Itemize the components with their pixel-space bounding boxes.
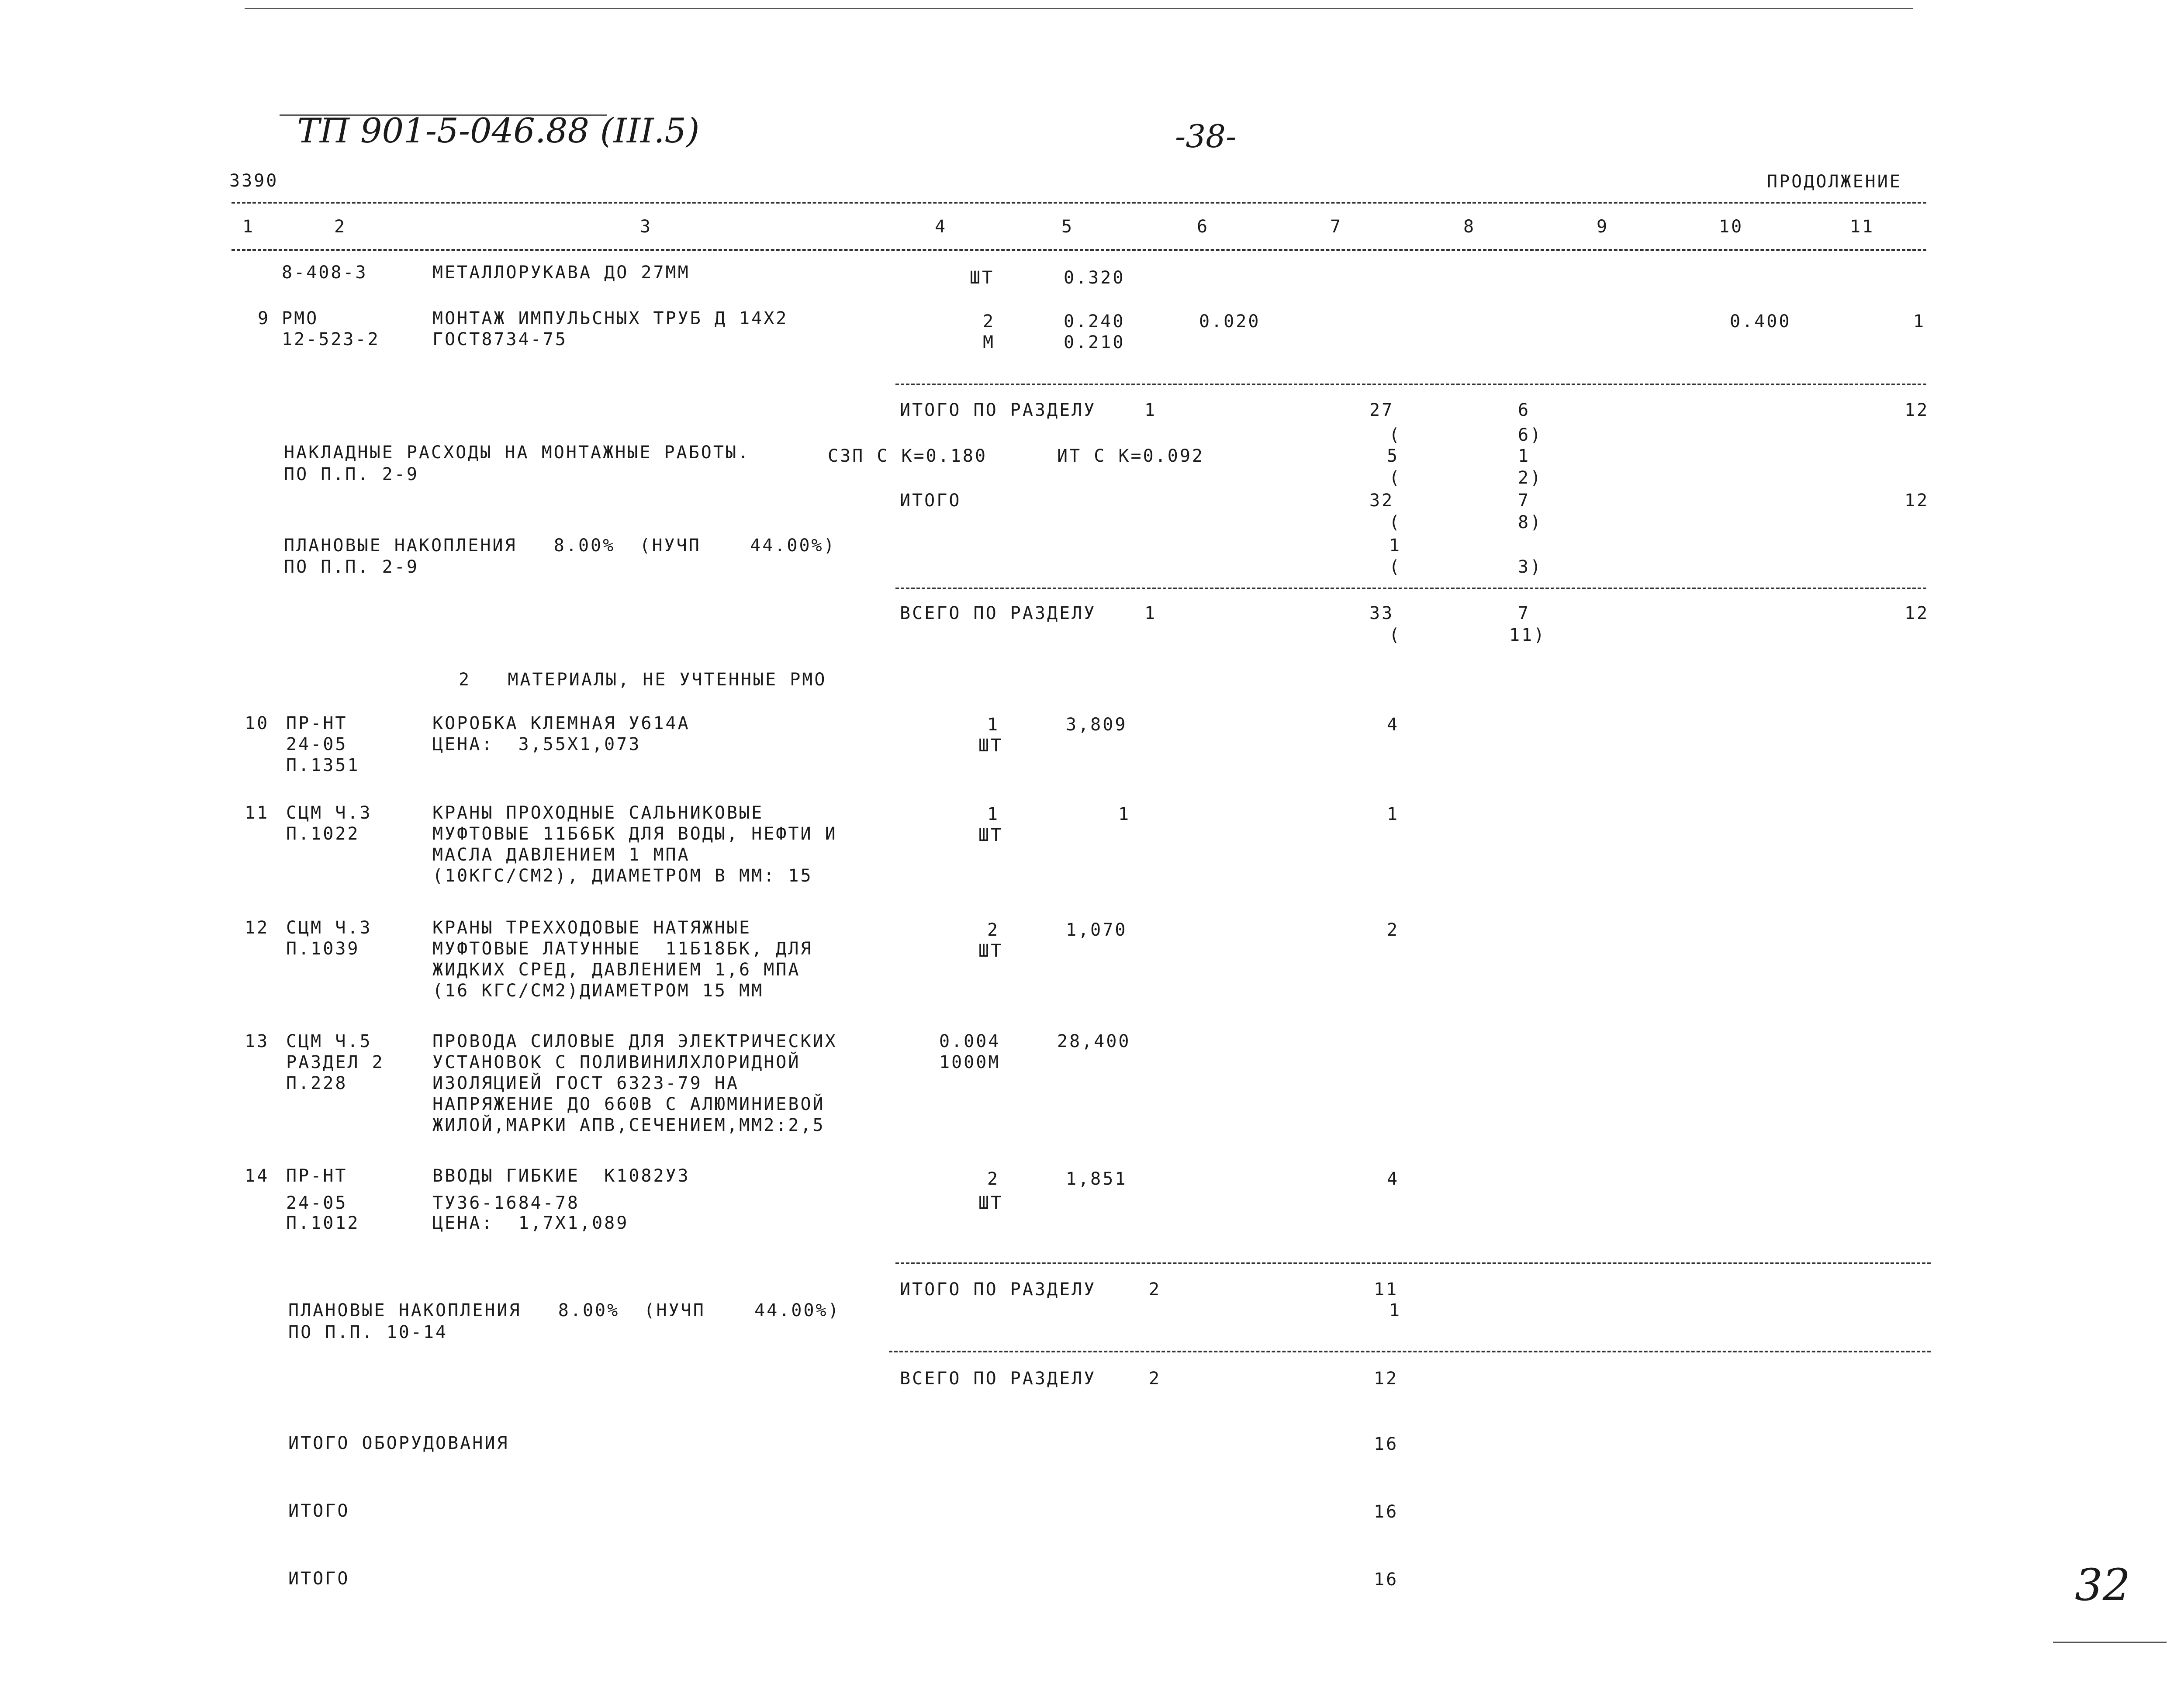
section2-plan-text2: ПО П.П. 10-14 [288,1322,448,1342]
row13-text5: ЖИЛОЙ,МАРКИ АПВ,СЕЧЕНИЕМ,ММ2:2,5 [432,1115,825,1135]
section1-itogo-c7b: ( [1389,512,1402,532]
col-8: 8 [1463,217,1476,237]
row12-text1: КРАНЫ ТРЕХХОДОВЫЕ НАТЯЖНЫЕ [432,918,752,938]
row11-c5: 1 [1118,804,1131,824]
section2-total-c7: 12 [1374,1369,1399,1389]
itogo2-label: ИТОГО [288,1569,350,1589]
row11-text1: КРАНЫ ПРОХОДНЫЕ САЛЬНИКОВЫЕ [432,803,764,823]
section2-total-num: 2 [1149,1369,1161,1389]
header-rule-bottom [232,249,1926,251]
row13-unit: 1000М [939,1052,1001,1072]
section1-plan-text1: ПЛАНОВЫЕ НАКОПЛЕНИЯ 8.00% (НУЧП 44.00%) [284,536,836,556]
doc-code-overline [280,114,607,116]
row13-text2: УСТАНОВОК С ПОЛИВИНИЛХЛОРИДНОЙ [432,1052,801,1072]
row13-num: 13 [245,1031,270,1051]
section1-total-c8b: 11) [1509,625,1546,645]
section2-plan-text1: ПЛАНОВЫЕ НАКОПЛЕНИЯ 8.00% (НУЧП 44.00%) [288,1300,840,1321]
row9-num: 9 [258,308,270,328]
row11-text3: МАСЛА ДАВЛЕНИЕМ 1 МПА [432,845,690,865]
col-7: 7 [1330,217,1343,237]
row13-text4: НАПРЯЖЕНИЕ ДО 660В С АЛЮМИНИЕВОЙ [432,1094,825,1114]
col-2: 2 [334,217,347,237]
row12-c7: 2 [1387,920,1400,940]
row14-code1: ПР-НТ [286,1166,348,1186]
itogo1-value: 16 [1374,1502,1399,1522]
section1-subtotal-rule [895,384,1926,385]
doc-code: ТП 901-5-046.88 (III.5) [297,111,700,151]
row12-c5: 1,070 [1066,920,1127,940]
row10-code3: П.1351 [286,755,360,775]
row10-c5: 3,809 [1066,715,1127,735]
continuation-label: ПРОДОЛЖЕНИЕ [1767,172,1902,192]
overhead-c7a: ( [1389,425,1402,445]
row14-c5: 1,851 [1066,1169,1127,1189]
section1-plan-c8b: 3) [1518,557,1543,577]
row10-unit: ШТ [978,736,1003,756]
row10-code1: ПР-НТ [286,713,348,733]
section1-plan-text2: ПО П.П. 2-9 [284,557,419,577]
section1-itogo-c7: 32 [1369,491,1394,511]
col-6: 6 [1197,217,1210,237]
row9-c5b: 0.210 [1064,332,1125,353]
row9-c10: 0.400 [1730,311,1791,332]
overhead-szp: СЗП С К=0.180 [828,446,988,466]
row8-c5: 0.320 [1064,268,1125,288]
row9-c5a: 0.240 [1064,311,1125,332]
row9-text2: ГОСТ8734-75 [432,329,567,349]
stamp-page-number: 32 [2075,1559,2131,1611]
row14-code3: П.1012 [286,1213,360,1233]
col-5: 5 [1061,217,1074,237]
section1-subtotal-c7: 27 [1369,400,1394,420]
section2-subtotal-label: ИТОГО ПО РАЗДЕЛУ [900,1279,1096,1300]
row8-unit: ШТ [970,268,995,288]
section1-total-c8: 7 [1518,603,1531,623]
row9-code2: 12-523-2 [282,329,380,349]
row14-qty: 2 [987,1169,1000,1189]
section1-plan-c7b: ( [1389,557,1402,577]
col-3: 3 [640,217,653,237]
section1-total-rule [895,588,1926,589]
overhead-text2: ПО П.П. 2-9 [284,464,419,484]
section1-total-label: ВСЕГО ПО РАЗДЕЛУ [900,603,1096,623]
equipment-total-value: 16 [1374,1434,1399,1454]
row11-qty: 1 [987,804,1000,824]
row13-code2: РАЗДЕЛ 2 [286,1052,384,1072]
section1-subtotal-c8: 6 [1518,400,1531,420]
section2-plan-c7: 1 [1389,1300,1402,1321]
row9-c11: 1 [1913,311,1926,332]
section1-total-num: 1 [1144,603,1157,623]
overhead-c8c: 2) [1518,468,1543,488]
section1-total-c7b: ( [1389,625,1402,645]
row13-text1: ПРОВОДА СИЛОВЫЕ ДЛЯ ЭЛЕКТРИЧЕСКИХ [432,1031,837,1051]
itogo2-value: 16 [1374,1570,1399,1590]
itogo1-label: ИТОГО [288,1501,350,1521]
header-rule-top [232,202,1926,204]
overhead-text1: НАКЛАДНЫЕ РАСХОДЫ НА МОНТАЖНЫЕ РАБОТЫ. [284,443,750,463]
row14-unit: ШТ [978,1193,1003,1213]
row12-unit: ШТ [978,941,1003,961]
row9-c6: 0.020 [1199,311,1261,332]
section1-itogo-c8b: 8) [1518,512,1543,532]
scan-top-rule [245,8,1913,9]
row11-text2: МУФТОВЫЕ 11Б6БК ДЛЯ ВОДЫ, НЕФТИ И [432,824,837,844]
row14-text1: ВВОДЫ ГИБКИЕ К1082У3 [432,1166,690,1186]
section2-subtotal-rule [895,1262,1931,1264]
row13-c5: 28,400 [1057,1031,1131,1051]
row11-code1: СЦМ Ч.3 [286,803,372,823]
row13-code1: СЦМ Ч.5 [286,1031,372,1051]
section2-total-rule [889,1351,1931,1352]
row11-text4: (10КГС/СМ2), ДИАМЕТРОМ В ММ: 15 [432,866,813,886]
section1-subtotal-num: 1 [1144,400,1157,420]
col-1: 1 [242,217,255,237]
row14-num: 14 [245,1166,270,1186]
overhead-c8a: 6) [1518,425,1543,445]
section1-subtotal-label: ИТОГО ПО РАЗДЕЛУ [900,400,1096,420]
stamp-underline [2053,1642,2167,1643]
row12-num: 12 [245,918,270,938]
sheet-code: 3390 [229,171,279,191]
equipment-total-label: ИТОГО ОБОРУДОВАНИЯ [288,1433,509,1453]
row9-code1: РМО [282,308,319,328]
row13-text3: ИЗОЛЯЦИЕЙ ГОСТ 6323-79 НА [432,1073,740,1093]
section1-itogo-c8: 7 [1518,491,1531,511]
row12-qty: 2 [987,920,1000,940]
row11-num: 11 [245,803,270,823]
row11-c7: 1 [1387,804,1400,824]
page-number: -38- [1175,118,1237,155]
row14-text2: ТУ36-1684-78 [432,1193,580,1213]
row11-unit: ШТ [978,825,1003,845]
section1-itogo-label: ИТОГО [900,491,961,511]
section2-subtotal-num: 2 [1149,1279,1161,1300]
section1-subtotal-c11: 12 [1904,400,1929,420]
row8-text: МЕТАЛЛОРУКАВА ДО 27ММ [432,263,690,283]
row12-code2: П.1039 [286,939,360,959]
overhead-c7c: ( [1389,468,1402,488]
col-10: 10 [1719,217,1744,237]
row10-qty: 1 [987,715,1000,735]
row14-code2: 24-05 [286,1193,348,1213]
overhead-it: ИТ С К=0.092 [1057,446,1204,466]
section1-plan-c7: 1 [1389,536,1402,556]
row14-text3: ЦЕНА: 1,7Х1,089 [432,1213,629,1233]
row10-text2: ЦЕНА: 3,55Х1,073 [432,734,641,754]
row12-text2: МУФТОВЫЕ ЛАТУННЫЕ 11Б18БК, ДЛЯ [432,939,813,959]
col-11: 11 [1850,217,1875,237]
row14-c7: 4 [1387,1169,1400,1189]
section1-total-c11: 12 [1904,603,1929,623]
row12-text3: ЖИДКИХ СРЕД, ДАВЛЕНИЕМ 1,6 МПА [432,960,801,980]
section1-itogo-c11: 12 [1904,491,1929,511]
section1-total-c7: 33 [1369,603,1394,623]
row10-c7: 4 [1387,715,1400,735]
section2-title: 2 МАТЕРИАЛЫ, НЕ УЧТЕННЫЕ РМО [459,670,827,690]
row9-unit: М [983,332,995,353]
col-4: 4 [935,217,947,237]
row12-code1: СЦМ Ч.3 [286,918,372,938]
section2-total-label: ВСЕГО ПО РАЗДЕЛУ [900,1369,1096,1389]
row10-num: 10 [245,713,270,733]
overhead-c7b: 5 [1387,446,1400,466]
row9-qty: 2 [983,311,995,332]
section2-subtotal-c7: 11 [1374,1279,1399,1300]
row8-code: 8-408-3 [282,263,368,283]
row11-code2: П.1022 [286,824,360,844]
row10-text1: КОРОБКА КЛЕМНАЯ У614А [432,713,690,733]
col-9: 9 [1597,217,1609,237]
row12-text4: (16 КГС/СМ2)ДИАМЕТРОМ 15 ММ [432,981,764,1001]
row13-code3: П.228 [286,1073,348,1093]
overhead-c8b: 1 [1518,446,1531,466]
row9-text1: МОНТАЖ ИМПУЛЬСНЫХ ТРУБ Д 14Х2 [432,308,788,328]
row13-qty: 0.004 [939,1031,1001,1051]
row10-code2: 24-05 [286,734,348,754]
